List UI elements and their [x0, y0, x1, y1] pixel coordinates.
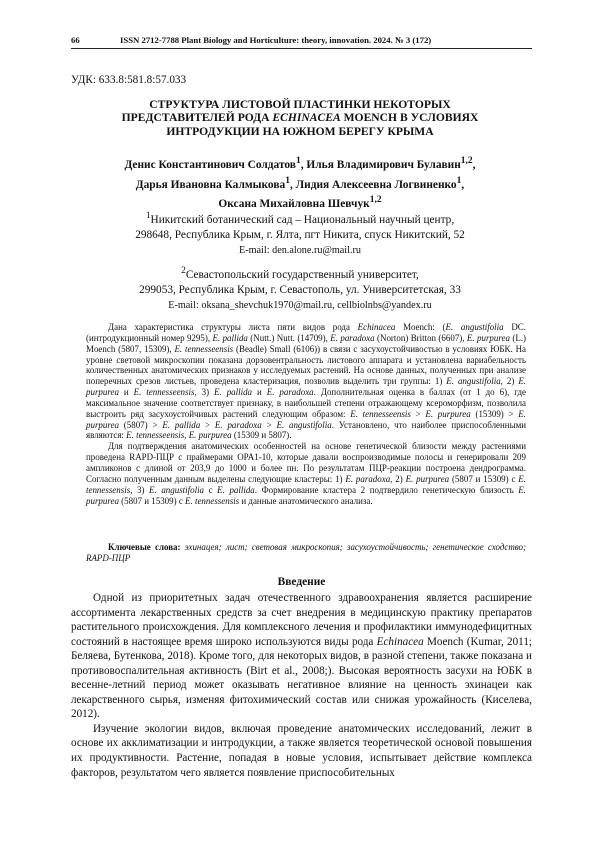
abstract-paragraph: Для подтверждения анатомических особенностей на основе генетической близости между растениями проведена RAPD-ПЦР с праймерами OPA1-10, которые давали воспроизводимые полосы и генерировали 209 ампликонов с длиной от 203,9 до 1000 и более пн. По результатам ПЦР-реакции построена дендрограмма. Согласно полученным данным выделены следующие кластеры: 1) E. paradoxa, 2) E. purpurea (5807 и 15309) с E. tennessensis, 3) E. angustifolia с E. pallida. Формирование кластера 2 подтвердило генетическую близость E. purpurea (5807 и 15309) с E. tennessensis и данные анатомического анализа. [86, 441, 526, 506]
italic-term: E. purpurea [466, 332, 510, 343]
affil-email: E-mail: oksana_shevchuk1970@mail.ru, cellbiolnbs@yandex.ru [168, 299, 432, 311]
italic-term: E. pallida [214, 387, 253, 398]
affil-email: E-mail: den.alone.ru@mail.ru [239, 244, 361, 256]
section-body [71, 591, 532, 780]
affil-address: 298648, Республика Крым, г. Ялта, пгт Никита, спуск Никитский, 52 [135, 228, 465, 241]
affil-address: 299053, Республика Крым, г. Севастополь, ул. Университетская, 33 [139, 283, 461, 296]
affil-org: Никитский ботанический сад – Национальный научный центр, [150, 213, 455, 226]
affiliation-2 [90, 264, 510, 313]
affil-sup: 1 [145, 211, 151, 221]
page-number: 66 [71, 35, 80, 45]
body-paragraph: Одной из приоритетных задач отечественного здравоохранения является расширение ассортимента лекарственных средств за счет внедрения в медицинскую практику препаратов растительного происхождения. Для комплексного лечения и профилактики иммунодефицитных состояний в настоящее время широко используются виды рода Echinacea Moench (Kumar, 2011; Беляева, Бутенкова, 2018). Кроме того, для некоторых видов, в разной степени, также показана и противовоспалительная активность (Birt et al., 2008;). Высокая вероятность засухи на ЮБК в весенне-летний период может оказывать негативное влияние на ценность эхинацеи как лекарственного сырья, изменяя фитохимический состав или снижая урожайность (Киселева, 2012). [71, 592, 532, 721]
italic-term: E. angustifolia [445, 322, 504, 332]
italic-term: E. paradoxa [330, 332, 375, 343]
italic-term: E. purpurea [405, 473, 450, 484]
author-name: Дарья Ивановна Калмыкова [135, 178, 286, 191]
italic-term: E. paradoxa [345, 473, 391, 484]
italic-term: E. tennesseensis [133, 387, 195, 398]
italic-term: E. purpurea [188, 430, 232, 441]
italic-term: E. purpurea [425, 408, 471, 419]
abstract [86, 322, 526, 506]
affiliation-1 [90, 209, 510, 258]
header-rule [71, 48, 532, 49]
author-name: Лидия Алексеевна Логвиненко [295, 178, 457, 191]
keywords-label: Ключевые слова: [108, 542, 181, 552]
body-paragraph: Изучение экологии видов, включая проведение анатомических исследований, лежит в основе их акклиматизации и интродукции, а также является теоретической основой повышения их продуктивности. Растение, попадая в новые условия, испытывает действие комплекса факторов, результатом чего является появление приспособительных [71, 722, 532, 779]
italic-term: Echinacea [376, 635, 424, 648]
italic-term: E. pallida [217, 484, 255, 495]
italic-term: E. angustifolia [276, 419, 332, 430]
author-affil-sup: 1,2 [369, 195, 382, 206]
italic-term: E. purpurea [86, 408, 526, 430]
italic-term: E. paradoxa [214, 419, 262, 430]
italic-term: E. tennesseensis [174, 343, 234, 354]
italic-term: E. pallida [212, 332, 248, 343]
italic-term: E. pallida [162, 419, 201, 430]
keywords-text: эхинацея; лист; световая микроскопия; засухоустойчивость; генетическое сходство; RAPD-ПЦР [86, 542, 527, 563]
keywords [86, 542, 526, 564]
italic-term: Echinacea [357, 322, 396, 332]
italic-term: E. paradoxa [266, 387, 314, 398]
italic-term: E. purpurea [86, 484, 526, 506]
udk-code: УДК: 633.8:581.8:57.033 [71, 74, 187, 86]
article-title [100, 98, 500, 138]
author-affil-sup: 1,2 [460, 156, 473, 166]
italic-term: E. tennessensis [185, 495, 240, 506]
genus-name: ECHINACEA [272, 111, 341, 125]
author-affil-sup: 1 [456, 175, 462, 186]
author-name: Денис Константинович Солдатов [124, 158, 296, 171]
author-affil-sup: 1 [285, 175, 290, 186]
italic-term: E. tennessensis [86, 473, 526, 495]
italic-term: E. tennesseensis [350, 408, 411, 419]
italic-term: E. angustifolia [446, 376, 501, 387]
author-affil-sup: 1 [295, 156, 301, 166]
italic-term: E. purpurea [86, 376, 527, 398]
title-line-3: ИНТРОДУКЦИИ НА ЮЖНОМ БЕРЕГУ КРЫМА [166, 124, 434, 138]
title-line-1: СТРУКТУРА ЛИСТОВОЙ ПЛАСТИНКИ НЕКОТОРЫХ [149, 98, 451, 111]
author-name: Илья Владимирович Булавин [306, 158, 461, 171]
affil-sup: 2 [181, 266, 186, 276]
italic-term: E. angustifolia [149, 484, 205, 495]
affil-org: Севастопольский государственный университет, [185, 268, 419, 281]
title-line-2: ПРЕДСТАВИТЕЛЕЙ РОДА ECHINACEA MOENCH В УСЛОВИЯХ [121, 111, 479, 125]
journal-title: ISSN 2712-7788 Plant Biology and Horticulture: theory, innovation. 2024. № 3 (172) [120, 35, 432, 45]
abstract-paragraph: Дана характеристика структуры листа пяти видов рода Echinacea Moench: (E. angustifolia DC. (интродукционный номер 9295), E. pallida (Nutt.) Nutt. (14709), E. paradoxa (Norton) Britton (6607), E. purpurea (L.) Moench (5807, 15309), E. tennesseensis (Beadle) Small (6106)) в связи с засухоустойчивостью в условиях ЮБК. На уровне световой микроскопии показана дорзовентральность листового аппарата и установлена вариабельность количественных анатомических признаков у исследуемых растений. На основе данных, полученных при анализе поперечных срезов листьев, проведена кластеризация, позволив выделить три группы: 1) E. angustifolia, 2) E. purpurea и E. tennesseensis, 3) E. pallida и E. paradoxa. Дополнительная оценка в баллах (от 1 до 6), где максимальное значение соответствует признаку, в наибольшей степени отражающему ксероморфизм, позволила выстроить ряд засухоустойчивых растений следующим образом: E. tennesseensis > E. purpurea (15309) > E. purpurea (5807) > E. pallida > E. paradoxa > E. angustifolia. Установлено, что наиболее приспособленными являются: E. tennesseensis, E. purpurea (15309 и 5807). [86, 322, 527, 441]
section-heading: Введение [277, 576, 326, 588]
author-name: Оксана Михайловна Шевчук [218, 197, 370, 210]
author-list: Денис Константинович Солдатов$^1$, Илья Владимирович Булавин$^{1,2}$, Дарья Ивановна Калмыкова$^1$, Лидия Алексеевна Логвиненко$^1$, Оксана Михайловна Шевчук$^{1,2}$ [124, 156, 476, 210]
italic-term: E. tennesseensis [126, 430, 185, 441]
